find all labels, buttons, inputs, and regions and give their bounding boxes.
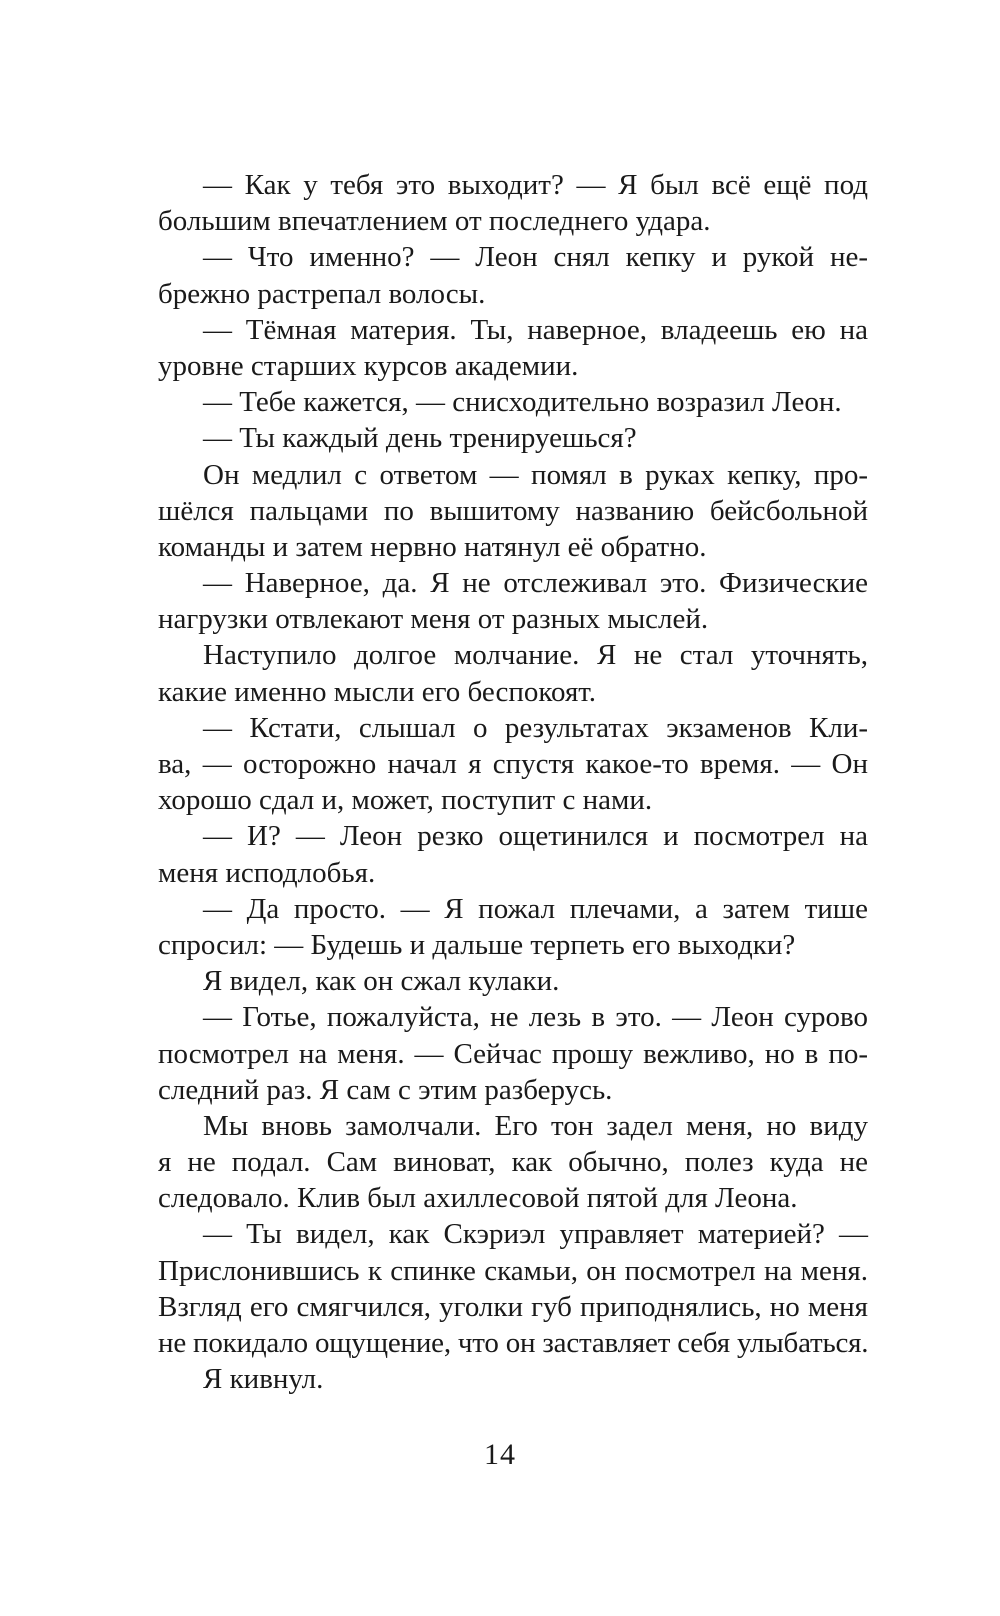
text-line: следний раз. Я сам с этим разберусь. [158,1073,613,1106]
body-text [158,167,868,1397]
text-line: хорошо сдал и, может, поступит с нами. [158,784,653,817]
text-line: — Ты каждый день тренируешься? [203,422,637,455]
text-line: не покидало ощущение, что он заставляет себя улыбаться. [158,1327,869,1359]
text-line: посмотрел на меня. — Сейчас прошу вежливо, но в по- [158,1037,868,1070]
text-line: следовало. Клив был ахиллесовой пятой для Леона. [158,1182,798,1215]
text-line: — Тёмная материя. Ты, наверное, владеешь ею на [203,313,868,346]
text-line: брежно растрепал волосы. [158,277,486,310]
text-line: какие именно мысли его беспокоят. [158,675,597,708]
text-line: команды и затем нервно натянул её обратно. [158,530,707,563]
text-line: Прислонившись к спинке скамьи, он посмотрел на меня. [158,1254,868,1287]
text-line: — Как у тебя это выходит? — Я был всё ещё под [203,169,868,201]
text-line: — И? — Леон резко ощетинился и посмотрел на [203,820,868,853]
text-line: — Да просто. — Я пожал плечами, а затем тише [203,892,868,925]
text-line: — Наверное, да. Я не отслеживал это. Физические [203,567,868,600]
text-line: спросил: — Будешь и дальше терпеть его выходки? [158,928,796,961]
text-line: нагрузки отвлекают меня от разных мыслей. [158,603,709,636]
text-line: Взгляд его смягчился, уголки губ приподнялись, но меня [158,1290,868,1323]
text-line: ва, — осторожно начал я спустя какое-то время. — Он [158,748,868,780]
text-line: — Что именно? — Леон снял кепку и рукой не- [203,241,868,274]
text-line: я не подал. Сам виноват, как обычно, полез куда не [158,1146,868,1179]
text-line: Я видел, как он сжал кулаки. [203,965,560,998]
text-line: меня исподлобья. [158,856,376,889]
text-line: Я кивнул. [203,1363,324,1396]
text-line: большим впечатлением от последнего удара. [158,205,711,238]
text-line: шёлся пальцами по вышитому названию бейсбольной [158,494,868,527]
text-line: — Кстати, слышал о результатах экзаменов Кли- [203,711,868,744]
page-number: 14 [484,1438,516,1471]
text-line: — Тебе кажется, — снисходительно возразил Леон. [203,386,842,419]
text-line: Мы вновь замолчали. Его тон задел меня, но виду [203,1109,868,1142]
text-line: — Готье, пожалуйста, не лезь в это. — Леон сурово [203,1001,868,1034]
text-line: Он медлил с ответом — помял в руках кепку, про- [203,458,868,491]
text-line: Наступило долгое молчание. Я не стал уточнять, [203,639,868,672]
text-line: уровне старших курсов академии. [158,349,579,382]
text-line: — Ты видел, как Скэриэл управляет материей? — [203,1218,868,1251]
